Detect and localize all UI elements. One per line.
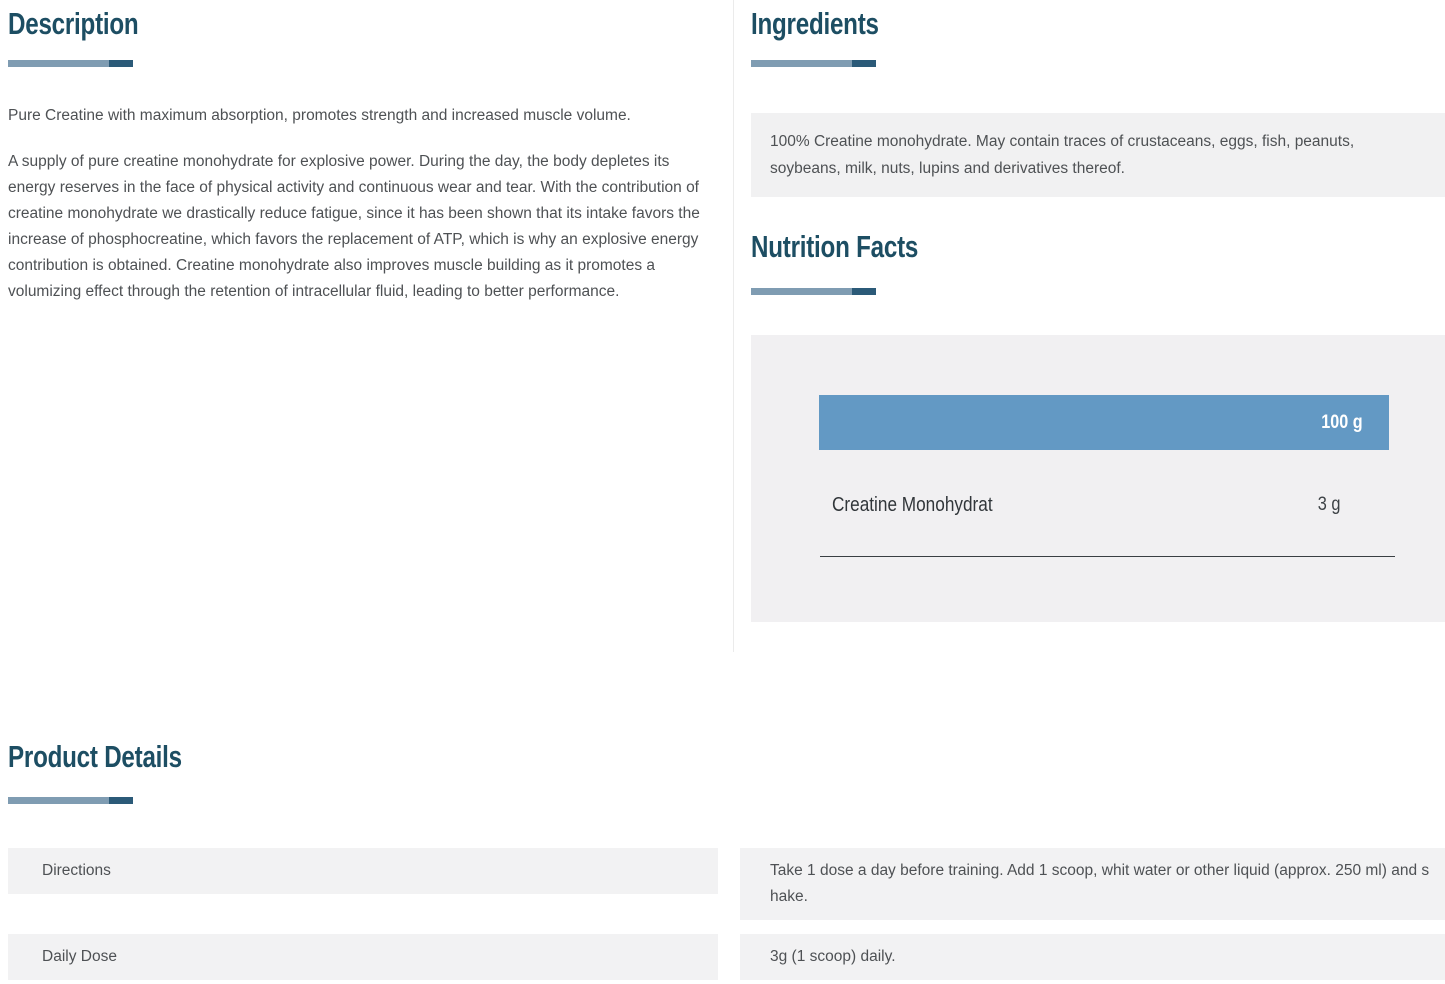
product-details-heading: Product Details (8, 739, 182, 774)
nutrient-amount: 3 g (1317, 494, 1340, 515)
description-paragraph: Pure Creatine with maximum absorption, promotes strength and increased muscle volume. (8, 107, 631, 124)
column-separator (733, 0, 734, 652)
nutrition-column-header-label: 100 g (1321, 411, 1363, 433)
description-paragraph: A supply of pure creatine monohydrate for explosive power. During the day, the body depletes its energy reserves in the face of physical activity and continuous wear and tear. With the contribution of creatine monohydrate we drastically reduce fatigue, since it has been shown that its intake favors the increase of phosphocreatine, which favors the replacement of ATP, which is why an explosive energy contribution is obtained. Creatine monohydrate also improves muscle building as it promotes a volumizing effect through the retention of intracellular fluid, leading to better performance. (8, 153, 700, 300)
ingredients-box (751, 113, 1445, 197)
product-details-table (8, 848, 1445, 980)
description-text (8, 103, 714, 325)
nutrition-facts-panel (751, 335, 1445, 622)
product-details-heading-underline (8, 797, 133, 804)
nutrition-facts-heading: Nutrition Facts (751, 229, 919, 264)
nutrition-column-header (819, 395, 1389, 450)
detail-value-directions: Take 1 dose a day before training. Add 1 scoop, whit water or other liquid (approx. 250 ml) and shake. (740, 848, 1445, 920)
nutrient-name: Creatine Monohydrat (832, 493, 993, 516)
nutrition-row-underline (820, 556, 1395, 557)
ingredients-heading: Ingredients (751, 6, 879, 41)
detail-label-daily-dose: Daily Dose (8, 934, 718, 980)
nutrition-row (832, 477, 1395, 533)
detail-label-directions: Directions (8, 848, 718, 894)
nutrition-facts-heading-underline (751, 288, 876, 295)
ingredients-heading-underline (751, 60, 876, 67)
detail-value-daily-dose: 3g (1 scoop) daily. (740, 934, 1445, 980)
description-heading: Description (8, 6, 139, 41)
ingredients-text: 100% Creatine monohydrate. May contain traces of crustaceans, eggs, fish, peanuts, soybeans, milk, nuts, lupins and derivatives thereof. (770, 133, 1355, 177)
description-heading-underline (8, 60, 133, 67)
